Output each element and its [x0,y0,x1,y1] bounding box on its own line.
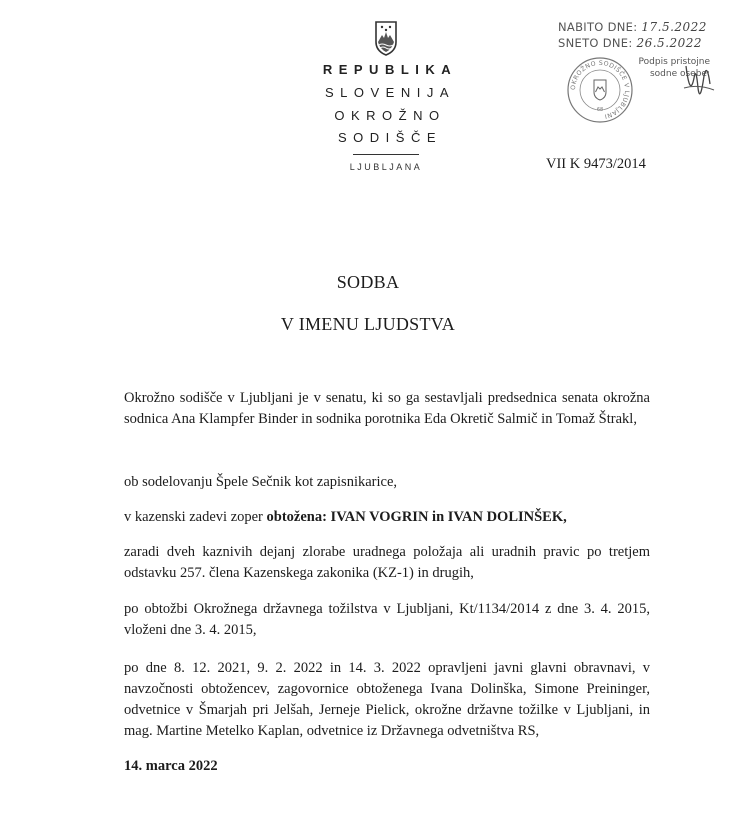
coat-of-arms-icon [375,20,397,56]
court-city: LJUBLJANA [349,162,423,172]
document-subtitle: V IMENU LJUDSTVA [280,314,456,334]
paragraph-defendants [124,507,650,528]
posted-date-line [558,20,707,34]
posted-date: 17.5.2022 [641,20,707,34]
header-divider [353,154,419,155]
signature-scribble [680,58,716,108]
court-seal-icon [566,56,634,124]
court-name-line-4: SODIŠČE [337,130,442,145]
court-name-line-1: REPUBLIKA [322,62,458,77]
court-name-line-3: OKROŽNO [334,108,446,123]
signature-label-line-2: sodne osebe: [649,69,710,79]
court-name-line-2: SLOVENIJA [324,85,456,100]
removed-label: SNETO DNE: [558,36,633,50]
removed-date: 26.5.2022 [636,36,703,50]
case-number: VII K 9473/2014 [546,156,646,172]
paragraph-hearing: po dne 8. 12. 2021, 9. 2. 2022 in 14. 3. 2022 opravljeni javni glavni obravnavi, v navzočnosti obtožencev, zagovornice obtoženega Ivana Dolinška, Simone Preininger, odvetnice v Šmarjah pri Jelšah, Jerneje Pielick, okrožne državne tožilke v Ljubljani, in mag. Martine Metelko Kaplan, odvetnice iz Državnega odvetništva RS, [124,660,650,739]
paragraph-panel: Okrožno sodišče v Ljubljani je v senatu, ki so ga sestavljali predsednica senata okrožna sodnica Ana Klampfer Binder in sodnika porotnika Eda Okretič Salmič in Tomaž Štrakl, [124,390,650,427]
seal-number: 68 [596,107,604,113]
signature-label-line-1: Podpis pristojne [638,57,710,67]
seal-text: OKROŽNO SODIŠČE V LJUBLJANI [569,59,631,120]
document-title: SODBA [336,272,400,292]
posting-stamp [540,16,736,136]
paragraph-recorder: ob sodelovanju Špele Sečnik kot zapisnikarice, [124,474,398,490]
defendants-names: obtožena: IVAN VOGRIN in IVAN DOLINŠEK, [266,509,567,525]
removed-date-line [558,36,702,50]
defendants-prefix: v kazenski zadevi zoper [124,509,267,525]
posted-label: NABITO DNE: [558,20,638,34]
judgment-date: 14. marca 2022 [124,758,218,774]
paragraph-charges: zaradi dveh kaznivih dejanj zlorabe uradnega položaja ali uradnih pravic po tretjem odstavku 257. člena Kazenskega zakonika (KZ-1) in drugih, [124,544,650,581]
paragraph-indictment: po obtožbi Okrožnega državnega tožilstva v Ljubljani, Kt/1134/2014 z dne 3. 4. 2015, vloženi dne 3. 4. 2015, [124,601,650,638]
